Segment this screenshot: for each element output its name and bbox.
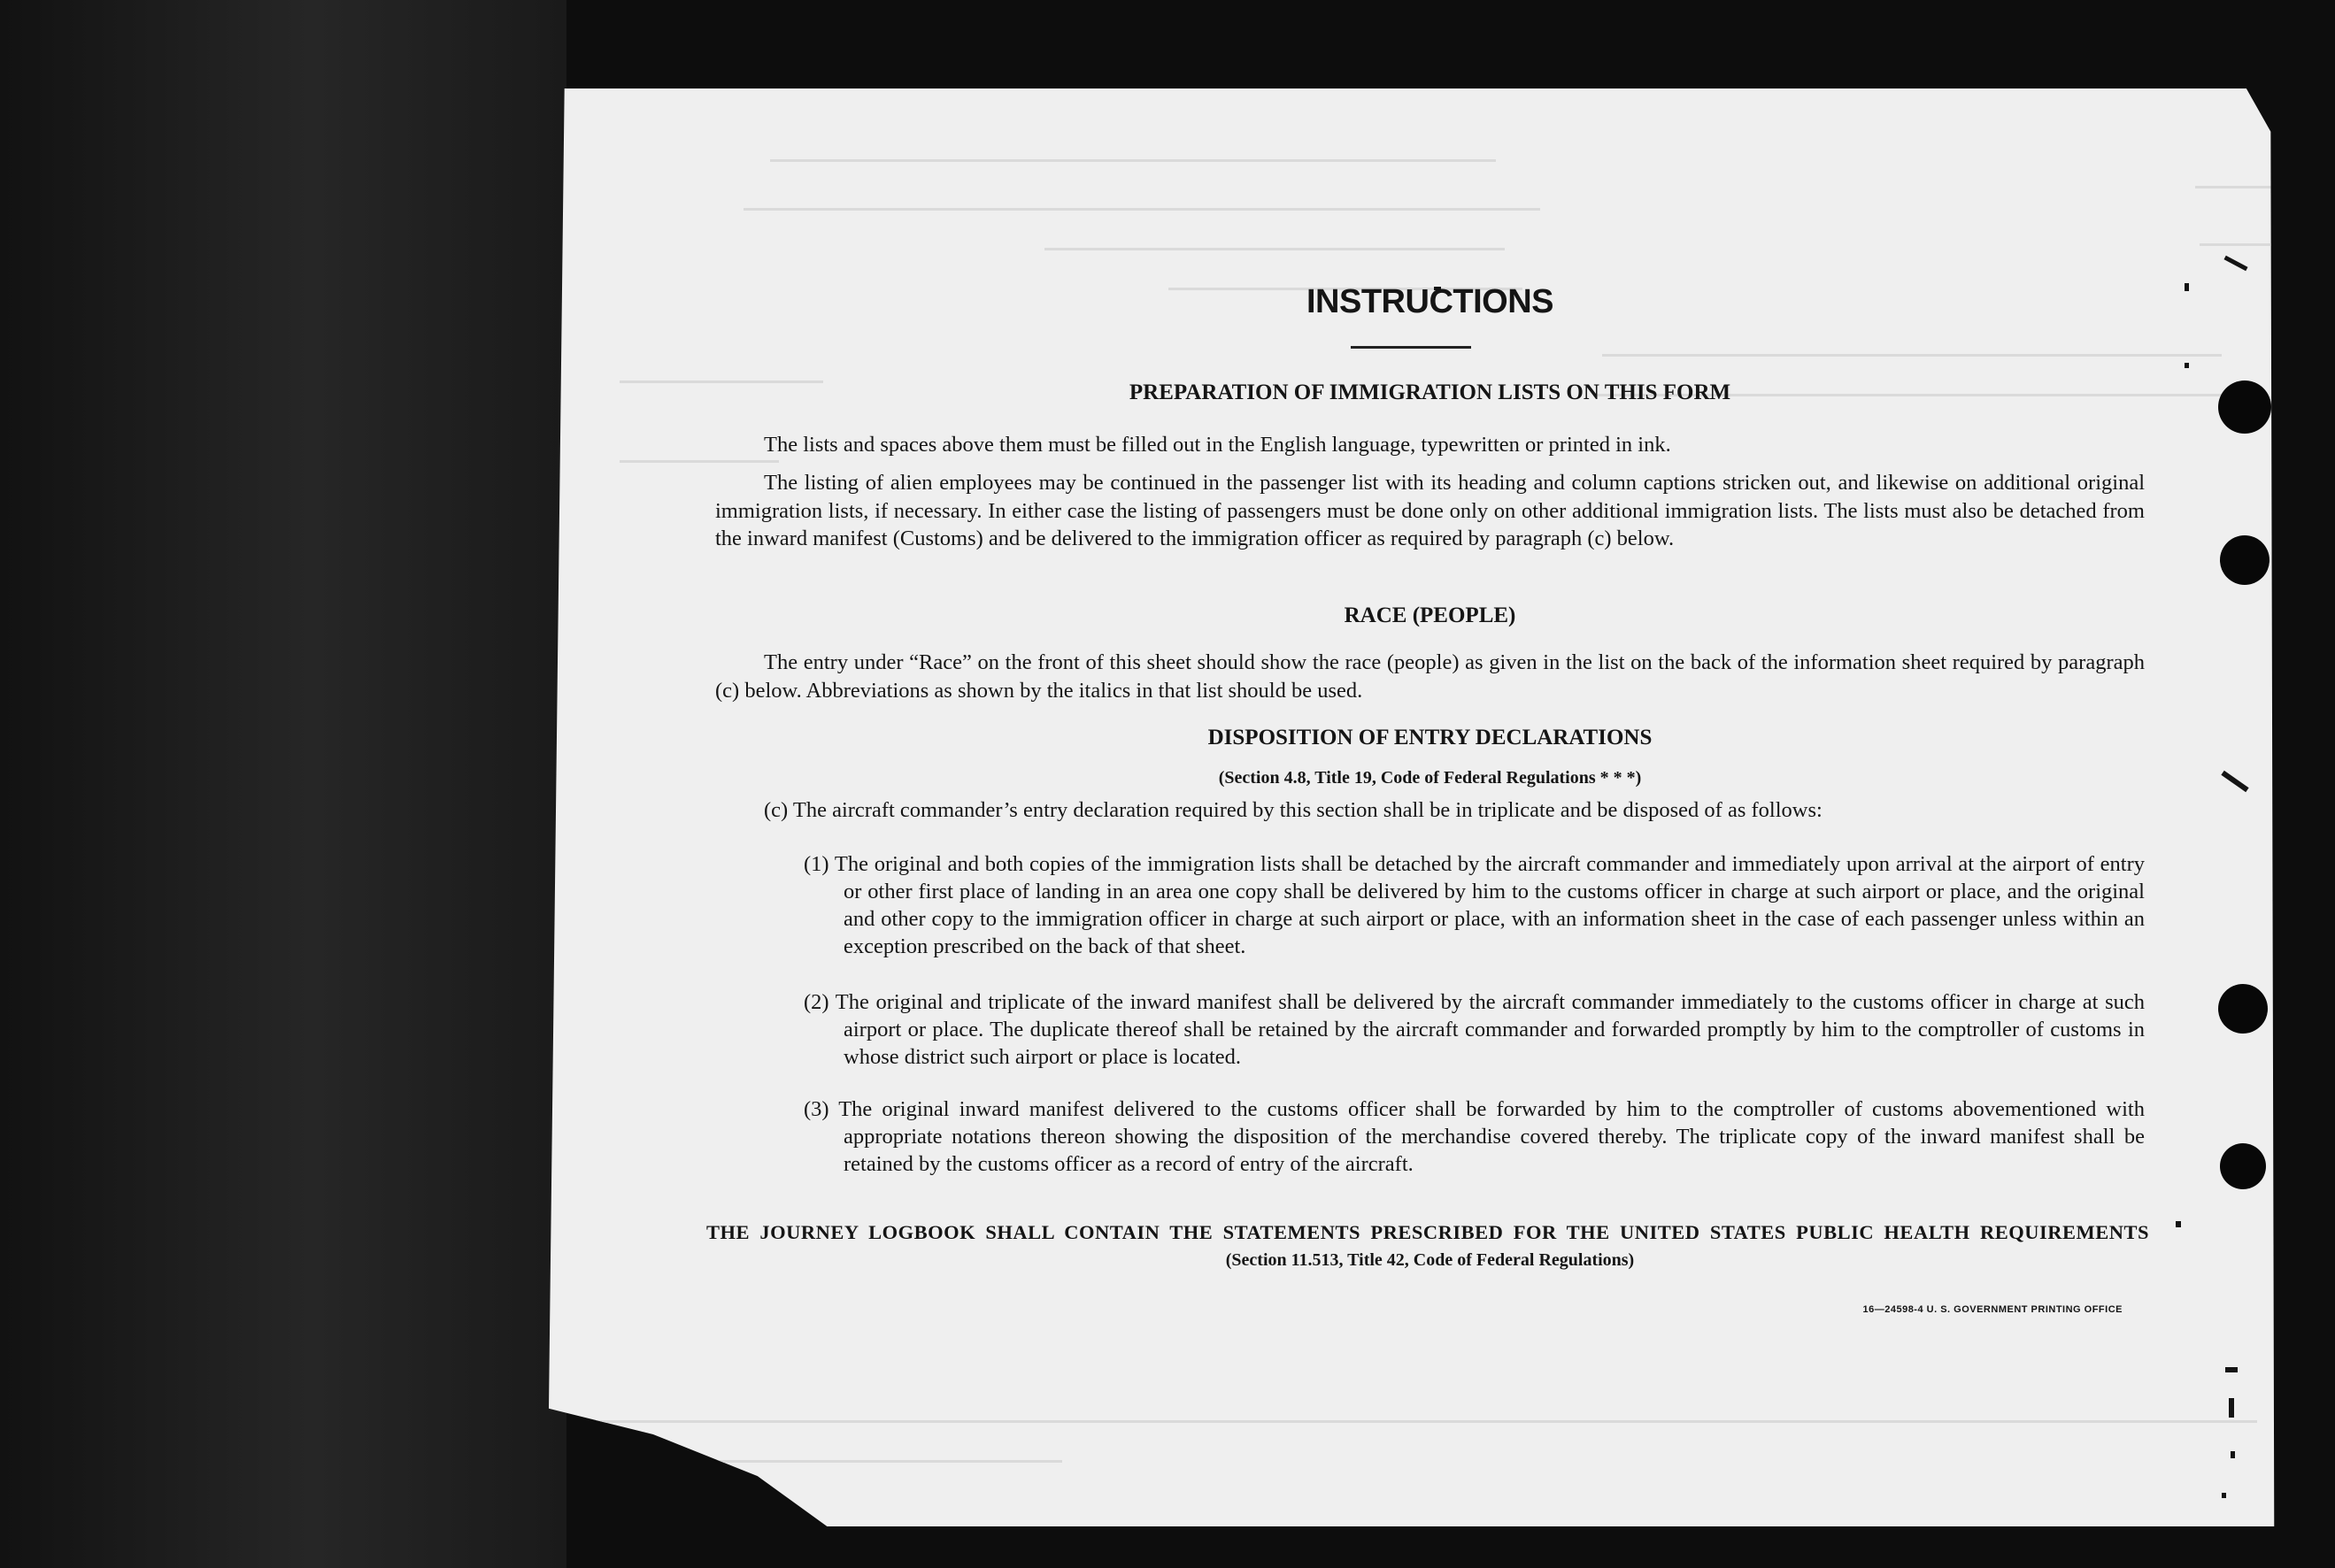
- punch-hole: [2220, 535, 2269, 585]
- scan-speck: [2229, 1398, 2234, 1418]
- scan-speck: [2185, 363, 2189, 368]
- bleed-through-mark: [575, 1420, 2257, 1423]
- section-heading-preparation: PREPARATION OF IMMIGRATION LISTS ON THIS FORM: [1129, 380, 1731, 404]
- bleed-through-mark: [1602, 354, 2222, 357]
- disposition-item-1: (1) The original and both copies of the immigration lists shall be detached by the aircraft commander and immediately upon arrival at the airport of entry or other first place of landing in an area one copy shall be delivered by him to the customs officer in charge at such airport or place, and the original and other copy to the immigration officer in charge at such airport or place, with an information sheet in the case of each passenger unless within an exception prescribed on the back of that sheet.: [804, 852, 2145, 958]
- bleed-through-mark: [2200, 243, 2275, 246]
- disposition-item-3: (3) The original inward manifest delivered to the customs officer shall be forwarded by him to the comptroller of customs abovementioned with appropriate notations thereon showing the disposition of the merchandise covered thereby. The triplicate copy of the inward manifest shall be retained by the customs officer as a record of entry of the aircraft.: [804, 1097, 2145, 1176]
- bleed-through-mark: [620, 460, 779, 463]
- punch-hole: [2218, 984, 2268, 1034]
- logbook-notice: THE JOURNEY LOGBOOK SHALL CONTAIN THE STATEMENTS PRESCRIBED FOR THE UNITED STATES PUBLIC HEALTH REQUIREMENTS: [706, 1221, 2149, 1243]
- scan-speck: [2185, 283, 2189, 291]
- paragraph-english-language: The lists and spaces above them must be filled out in the English language, typewritten or printed in ink.: [764, 433, 1671, 457]
- bleed-through-mark: [1044, 248, 1505, 250]
- logbook-citation: (Section 11.513, Title 42, Code of Federal Regulations): [1225, 1250, 1635, 1270]
- disposition-item-2: (2) The original and triplicate of the inward manifest shall be delivered by the aircraft commander immediately to the customs officer in charge at such airport or place. The duplicate thereof shall be retained by the aircraft commander and forwarded promptly by him to the comptroller of customs in whose district such airport or place is located.: [804, 990, 2145, 1069]
- bleed-through-mark: [2195, 186, 2275, 188]
- disposition-intro-c: (c) The aircraft commander’s entry declaration required by this section shall be in triplicate and be disposed of as follows:: [764, 798, 1823, 822]
- bleed-through-mark: [744, 208, 1540, 211]
- scan-speck: [2176, 1221, 2181, 1227]
- section-heading-disposition: DISPOSITION OF ENTRY DECLARATIONS: [1207, 726, 1653, 749]
- punch-hole: [2218, 380, 2271, 434]
- section-heading-race: RACE (PEOPLE): [1344, 603, 1516, 627]
- scan-speck: [2221, 771, 2248, 792]
- printer-imprint: 16—24598-4 U. S. GOVERNMENT PRINTING OFFICE: [1862, 1304, 2123, 1315]
- scan-speck: [2225, 1367, 2238, 1372]
- page-title: INSTRUCTIONS: [1306, 283, 1553, 320]
- title-underline: [1351, 346, 1471, 349]
- scan-speck: [2231, 1451, 2235, 1458]
- punch-hole: [2220, 1143, 2266, 1189]
- scan-speck: [2222, 1493, 2226, 1498]
- disposition-citation: (Section 4.8, Title 19, Code of Federal Regulations * * *): [1218, 768, 1642, 788]
- scan-speck: [2223, 256, 2247, 272]
- scan-background: [0, 0, 566, 1568]
- bleed-through-mark: [770, 159, 1496, 162]
- bleed-through-mark: [690, 1460, 1062, 1463]
- paragraph-race-entry: The entry under “Race” on the front of this sheet should show the race (people) as given in the list on the back of the information sheet required by paragraph (c) below. Abbreviations as shown by the italics in that list should be used.: [715, 650, 2145, 703]
- paragraph-alien-employees: The listing of alien employees may be continued in the passenger list with its heading and column captions stricken out, and likewise on additional original immigration lists, if necessary. In either case the listing of passengers must be done only on other additional immigration lists. The lists must also be detached from the inward manifest (Customs) and be delivered to the immigration officer as required by paragraph (c) below.: [715, 471, 2145, 550]
